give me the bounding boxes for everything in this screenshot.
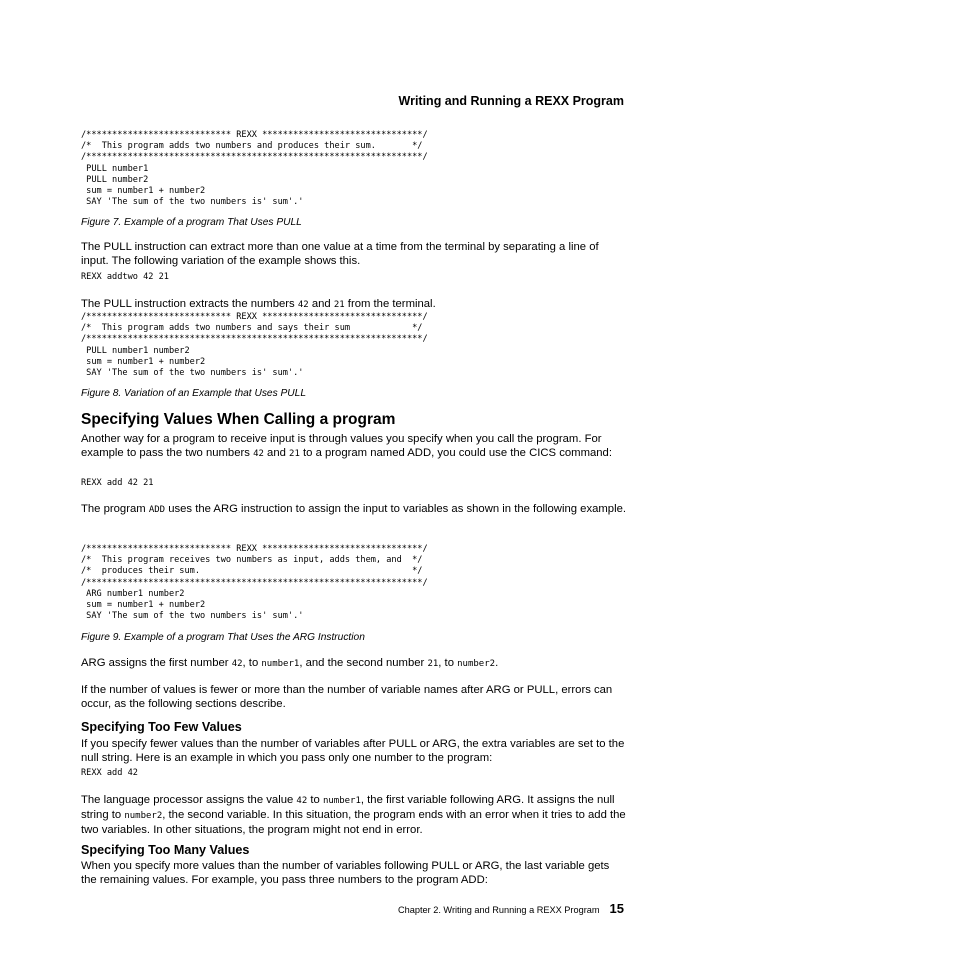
paragraph-too-many: When you specify more values than the number of variables following PULL or ARG, the last variable gets the remaining values. For example, you pass three numbers to the program ADD: <box>81 860 610 886</box>
figure-9-code: /**************************** REXX *******************************/ /* This program receives two numbers as input, adds them, and */ /* produces their sum. */ /*****************************************************************/ ARG number1 number2 sum = number1 + number2 SAY 'The sum of the two numbers is' sum'.' <box>81 544 428 622</box>
section-heading: Specifying Values When Calling a program <box>81 411 396 428</box>
code-add-one: REXX add 42 <box>81 768 138 778</box>
code-addtwo: REXX addtwo 42 21 <box>81 272 169 282</box>
page-footer <box>81 900 624 918</box>
paragraph-too-few-detail: The language processor assigns the value 42 to number1, the first variable following ARG. It assigns the null string to number2, the second variable. In this situation, the program ends with an error when it tries to add the two variables. In other situations, the program might not end in error. <box>81 794 626 836</box>
subheading-too-few: Specifying Too Few Values <box>81 720 242 734</box>
page-number: 15 <box>609 901 624 916</box>
paragraph-arg-usage: The program ADD uses the ARG instruction to assign the input to variables as shown in the following example. <box>81 503 626 515</box>
figure-9-caption: Figure 9. Example of a program That Uses the ARG Instruction <box>81 632 365 643</box>
paragraph-pull-extracts: The PULL instruction extracts the numbers 42 and 21 from the terminal. <box>81 298 436 310</box>
paragraph-arg-assigns: ARG assigns the first number 42, to number1, and the second number 21, to number2. <box>81 657 499 669</box>
paragraph-pull-multi: The PULL instruction can extract more than one value at a time from the terminal by separating a line of input. The following variation of the example shows this. <box>81 241 599 267</box>
paragraph-calling-intro: Another way for a program to receive input is through values you specify when you call the program. For example to pass the two numbers 42 and 21 to a program named ADD, you could use the CICS command: <box>81 433 612 459</box>
figure-8-code: /**************************** REXX *******************************/ /* This program adds two numbers and says their sum */ /*****************************************************************/ PULL number1 number2 sum = number1 + number2 SAY 'The sum of the two numbers is' sum'.' <box>81 312 428 379</box>
subheading-too-many: Specifying Too Many Values <box>81 843 250 857</box>
running-header: Writing and Running a REXX Program <box>398 94 624 108</box>
figure-8-caption: Figure 8. Variation of an Example that Uses PULL <box>81 388 306 399</box>
figure-7-code: /**************************** REXX *******************************/ /* This program adds two numbers and produces their sum. */ /*****************************************************************/ PULL number1 PULL number2 sum = number1 + number2 SAY 'The sum of the two numbers is' sum'.' <box>81 130 428 208</box>
paragraph-too-few: If you specify fewer values than the number of variables after PULL or ARG, the extra variables are set to the null string. Here is an example in which you pass only one number to the program: <box>81 738 625 764</box>
code-add: REXX add 42 21 <box>81 478 154 488</box>
figure-7-caption: Figure 7. Example of a program That Uses PULL <box>81 217 302 228</box>
paragraph-errors: If the number of values is fewer or more than the number of variable names after ARG or PULL, errors can occur, as the following sections describe. <box>81 684 613 710</box>
footer-chapter: Chapter 2. Writing and Running a REXX Program <box>397 905 600 915</box>
